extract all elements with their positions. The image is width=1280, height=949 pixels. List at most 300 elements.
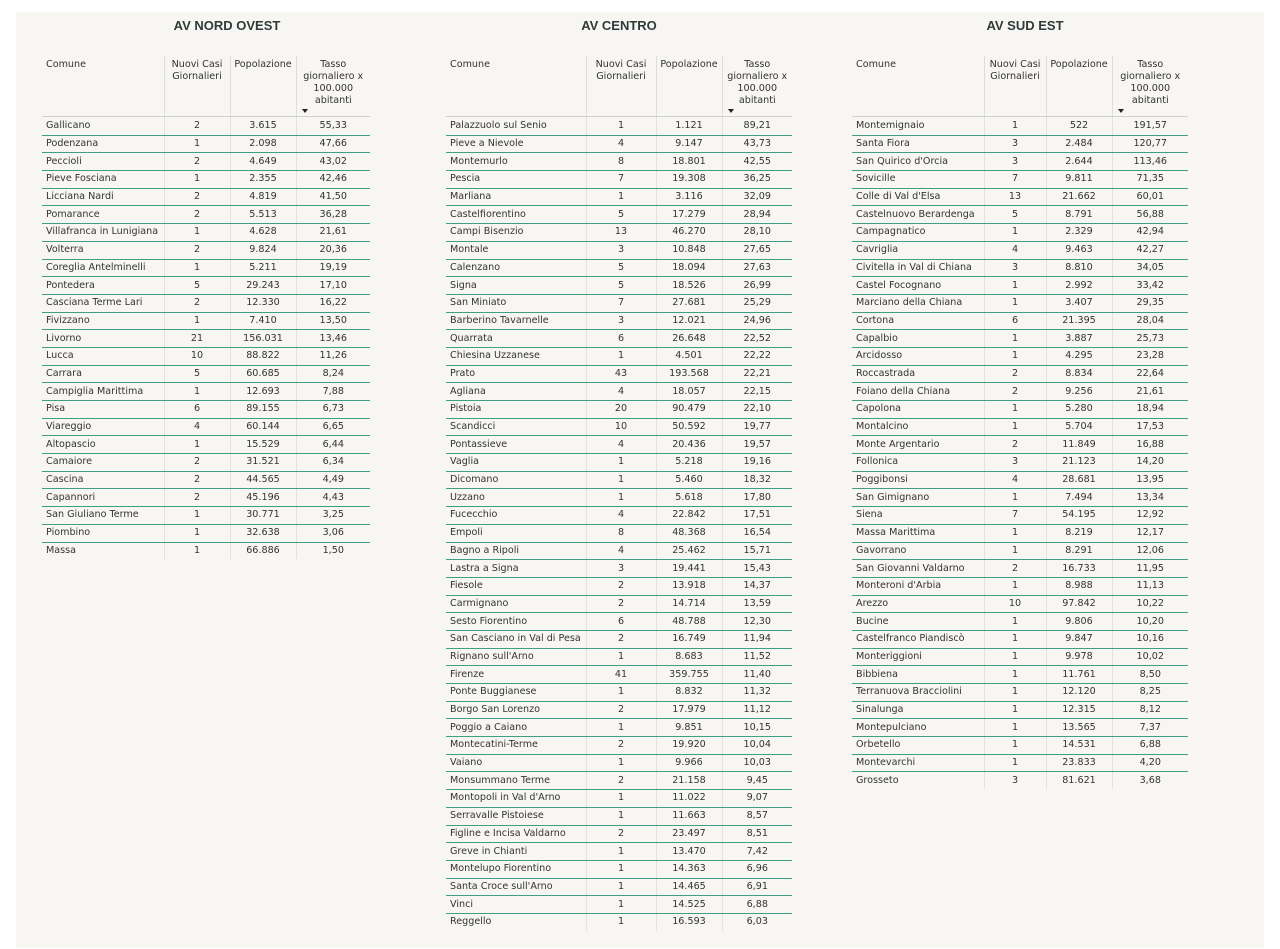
cell-popolazione: 25.462	[656, 542, 722, 560]
cell-comune: Palazzuolo sul Senio	[446, 117, 586, 136]
sort-desc-icon[interactable]	[1118, 109, 1124, 113]
header-tasso-label: Tasso giornaliero x 100.000 abitanti	[1120, 59, 1181, 106]
cell-popolazione: 46.270	[656, 224, 722, 242]
cell-popolazione: 97.842	[1046, 595, 1112, 613]
table-row[interactable]	[446, 754, 792, 772]
cell-nuovi-casi: 1	[984, 418, 1046, 436]
cell-tasso: 11,95	[1112, 560, 1188, 578]
table-row[interactable]	[852, 153, 1188, 171]
cell-nuovi-casi: 1	[586, 878, 656, 896]
cell-popolazione: 4.501	[656, 347, 722, 365]
cell-comune: Arezzo	[852, 595, 984, 613]
cell-comune: Lucca	[42, 347, 164, 365]
cell-tasso: 10,04	[722, 737, 792, 755]
table-row[interactable]	[42, 277, 370, 295]
table-row[interactable]	[852, 489, 1188, 507]
cell-comune: Sinalunga	[852, 701, 984, 719]
table-row[interactable]	[42, 454, 370, 472]
cell-comune: Roccastrada	[852, 365, 984, 383]
cell-tasso: 43,73	[722, 135, 792, 153]
cell-tasso: 18,32	[722, 471, 792, 489]
table-row[interactable]	[852, 241, 1188, 259]
cell-comune: Greve in Chianti	[446, 843, 586, 861]
cell-popolazione: 12.693	[230, 383, 296, 401]
table-row[interactable]	[852, 312, 1188, 330]
table-row[interactable]	[852, 666, 1188, 684]
cell-tasso: 19,19	[296, 259, 370, 277]
table-row[interactable]	[852, 684, 1188, 702]
cell-nuovi-casi: 6	[984, 312, 1046, 330]
cell-tasso: 6,73	[296, 401, 370, 419]
cell-tasso: 47,66	[296, 135, 370, 153]
table-row[interactable]	[852, 347, 1188, 365]
table-header-row	[42, 56, 370, 117]
table-row[interactable]	[446, 843, 792, 861]
cell-popolazione: 16.749	[656, 630, 722, 648]
cell-nuovi-casi: 7	[984, 507, 1046, 525]
table-row[interactable]	[446, 277, 792, 295]
cell-tasso: 22,10	[722, 401, 792, 419]
cell-popolazione: 9.811	[1046, 171, 1112, 189]
cell-popolazione: 21.158	[656, 772, 722, 790]
cell-tasso: 13,34	[1112, 489, 1188, 507]
table-row[interactable]	[446, 471, 792, 489]
table-row[interactable]	[852, 701, 1188, 719]
table-row[interactable]	[42, 347, 370, 365]
cell-nuovi-casi: 1	[984, 648, 1046, 666]
table-row[interactable]	[42, 153, 370, 171]
table-row[interactable]	[852, 135, 1188, 153]
table-row[interactable]	[446, 153, 792, 171]
cell-nuovi-casi: 2	[586, 577, 656, 595]
cell-comune: Castelfiorentino	[446, 206, 586, 224]
cell-comune: Viareggio	[42, 418, 164, 436]
table-row[interactable]	[446, 613, 792, 631]
table-row[interactable]	[852, 595, 1188, 613]
cell-popolazione: 9.463	[1046, 241, 1112, 259]
table-row[interactable]	[852, 171, 1188, 189]
cell-popolazione: 50.592	[656, 418, 722, 436]
cell-popolazione: 8.832	[656, 684, 722, 702]
cell-nuovi-casi: 2	[164, 471, 230, 489]
cell-nuovi-casi: 3	[984, 153, 1046, 171]
cell-nuovi-casi: 5	[586, 206, 656, 224]
header-popolazione[interactable]: Popolazione	[1046, 56, 1112, 117]
cell-tasso: 24,96	[722, 312, 792, 330]
cell-comune: Marciano della Chiana	[852, 294, 984, 312]
cell-popolazione: 12.021	[656, 312, 722, 330]
cell-popolazione: 7.410	[230, 312, 296, 330]
cell-tasso: 14,20	[1112, 454, 1188, 472]
cell-comune: Castelnuovo Berardenga	[852, 206, 984, 224]
cell-comune: Pieve Fosciana	[42, 171, 164, 189]
cell-comune: Grosseto	[856, 774, 899, 786]
table-row[interactable]	[42, 471, 370, 489]
cell-nuovi-casi: 2	[586, 701, 656, 719]
table-row[interactable]	[446, 436, 792, 454]
table-row[interactable]	[446, 135, 792, 153]
table-row[interactable]	[42, 383, 370, 401]
cell-popolazione: 8.291	[1046, 542, 1112, 560]
panel-av-sud-est	[852, 12, 1198, 789]
table-row[interactable]	[446, 577, 792, 595]
cell-tasso: 6,91	[722, 878, 792, 896]
header-tasso[interactable]	[296, 56, 370, 117]
cell-popolazione: 4.819	[230, 188, 296, 206]
cell-comune: Vaglia	[446, 454, 586, 472]
cell-tasso: 7,37	[1112, 719, 1188, 737]
table-row[interactable]	[852, 277, 1188, 295]
table-row[interactable]	[852, 772, 1188, 789]
cell-nuovi-casi: 1	[984, 719, 1046, 737]
cell-nuovi-casi: 2	[984, 436, 1046, 454]
table-row[interactable]	[42, 259, 370, 277]
table-row[interactable]	[42, 135, 370, 153]
cell-comune: Castel Focognano	[852, 277, 984, 295]
table-row[interactable]	[42, 542, 370, 559]
cell-comune: Fivizzano	[42, 312, 164, 330]
cell-nuovi-casi: 2	[984, 560, 1046, 578]
sort-desc-icon[interactable]	[302, 109, 308, 113]
cell-nuovi-casi: 5	[586, 259, 656, 277]
cell-popolazione: 5.280	[1046, 401, 1112, 419]
cell-nuovi-casi: 1	[586, 843, 656, 861]
cell-tasso: 11,32	[722, 684, 792, 702]
table-row[interactable]	[852, 436, 1188, 454]
table-row[interactable]	[446, 454, 792, 472]
cell-comune: Pisa	[42, 401, 164, 419]
table-row[interactable]	[446, 825, 792, 843]
cell-comune: Licciana Nardi	[42, 188, 164, 206]
table-row[interactable]	[446, 206, 792, 224]
cell-tasso: 36,25	[722, 171, 792, 189]
cell-nuovi-casi: 1	[164, 171, 230, 189]
cell-popolazione: 3.407	[1046, 294, 1112, 312]
cell-comune: Bucine	[852, 613, 984, 631]
table-row[interactable]	[42, 294, 370, 312]
table-row[interactable]	[852, 737, 1188, 755]
cell-popolazione: 29.243	[230, 277, 296, 295]
header-nuovi-casi[interactable]: Nuovi Casi Giornalieri	[164, 56, 230, 117]
cell-tasso: 8,51	[722, 825, 792, 843]
cell-nuovi-casi: 13	[984, 188, 1046, 206]
cell-tasso: 13,46	[296, 330, 370, 348]
cell-comune: Foiano della Chiana	[852, 383, 984, 401]
table-row[interactable]	[446, 365, 792, 383]
cell-comune: Pistoia	[446, 401, 586, 419]
cell-nuovi-casi: 1	[586, 648, 656, 666]
table-row[interactable]	[42, 507, 370, 525]
table-row[interactable]	[446, 595, 792, 613]
table-row[interactable]	[852, 542, 1188, 560]
table-row[interactable]	[446, 171, 792, 189]
table-row[interactable]	[446, 807, 792, 825]
sort-desc-icon[interactable]	[728, 109, 734, 113]
cell-nuovi-casi: 2	[586, 595, 656, 613]
table-row[interactable]	[42, 330, 370, 348]
table-row[interactable]	[42, 524, 370, 542]
cell-popolazione: 22.842	[656, 507, 722, 525]
table-row[interactable]	[446, 489, 792, 507]
table-row[interactable]	[42, 401, 370, 419]
cell-nuovi-casi: 1	[984, 666, 1046, 684]
panel-av-centro	[446, 12, 792, 931]
table-row[interactable]	[42, 489, 370, 507]
cell-tasso: 25,29	[722, 294, 792, 312]
cell-popolazione: 48.368	[656, 524, 722, 542]
table-row[interactable]	[446, 860, 792, 878]
cell-tasso: 13,50	[296, 312, 370, 330]
cell-comune: Siena	[852, 507, 984, 525]
cell-tasso: 17,53	[1112, 418, 1188, 436]
cell-comune: Montemurlo	[446, 153, 586, 171]
cell-comune: Camaiore	[42, 454, 164, 472]
cell-comune: Campi Bisenzio	[446, 224, 586, 242]
table-row[interactable]	[42, 224, 370, 242]
cell-popolazione: 12.330	[230, 294, 296, 312]
cell-nuovi-casi: 1	[984, 489, 1046, 507]
table-row[interactable]	[852, 418, 1188, 436]
table-row[interactable]	[446, 719, 792, 737]
cell-popolazione: 17.279	[656, 206, 722, 224]
header-popolazione[interactable]: Popolazione	[230, 56, 296, 117]
header-comune[interactable]: Comune	[852, 56, 984, 117]
table-row[interactable]	[852, 383, 1188, 401]
cell-tasso: 22,64	[1112, 365, 1188, 383]
table-row[interactable]	[42, 418, 370, 436]
cell-comune: Carrara	[42, 365, 164, 383]
table-row[interactable]	[446, 913, 792, 930]
table-row[interactable]	[446, 347, 792, 365]
table-row[interactable]	[446, 418, 792, 436]
cell-comune: Pescia	[446, 171, 586, 189]
header-tasso[interactable]	[1112, 56, 1188, 117]
table-row[interactable]	[446, 737, 792, 755]
cell-popolazione: 13.918	[656, 577, 722, 595]
cell-comune: San Quirico d'Orcia	[852, 153, 984, 171]
table-row[interactable]	[852, 294, 1188, 312]
table-row[interactable]	[852, 188, 1188, 206]
cell-nuovi-casi: 5	[586, 277, 656, 295]
cell-popolazione: 5.211	[230, 259, 296, 277]
cell-popolazione: 16.733	[1046, 560, 1112, 578]
table-row[interactable]	[42, 117, 370, 136]
table-row[interactable]	[852, 507, 1188, 525]
table-row[interactable]	[42, 206, 370, 224]
table-row[interactable]	[42, 188, 370, 206]
cell-tasso: 60,01	[1112, 188, 1188, 206]
cell-popolazione: 14.363	[656, 860, 722, 878]
cell-popolazione: 14.465	[656, 878, 722, 896]
table-row[interactable]	[852, 365, 1188, 383]
table-row[interactable]	[852, 577, 1188, 595]
cell-tasso: 25,73	[1112, 330, 1188, 348]
cell-tasso: 27,65	[722, 241, 792, 259]
cell-comune: Cavriglia	[852, 241, 984, 259]
cell-nuovi-casi: 1	[586, 860, 656, 878]
cell-comune: Ponte Buggianese	[446, 684, 586, 702]
cell-comune: Borgo San Lorenzo	[446, 701, 586, 719]
cell-nuovi-casi: 1	[164, 436, 230, 454]
cell-comune: Bibbiena	[852, 666, 984, 684]
cell-nuovi-casi: 3	[586, 241, 656, 259]
cell-nuovi-casi: 5	[164, 365, 230, 383]
cell-popolazione: 2.992	[1046, 277, 1112, 295]
cell-tasso: 8,12	[1112, 701, 1188, 719]
table-row[interactable]	[446, 630, 792, 648]
cell-comune: Sovicille	[852, 171, 984, 189]
cell-tasso: 11,12	[722, 701, 792, 719]
table-row[interactable]	[446, 294, 792, 312]
cell-popolazione: 31.521	[230, 454, 296, 472]
cell-nuovi-casi: 2	[164, 294, 230, 312]
cell-nuovi-casi: 3	[984, 135, 1046, 153]
table-row[interactable]	[446, 701, 792, 719]
table-row[interactable]	[852, 524, 1188, 542]
header-comune[interactable]: Comune	[446, 56, 586, 117]
table-row[interactable]	[446, 259, 792, 277]
cell-tasso: 23,28	[1112, 347, 1188, 365]
cell-popolazione: 11.663	[656, 807, 722, 825]
cell-tasso: 27,63	[722, 259, 792, 277]
cell-popolazione: 7.494	[1046, 489, 1112, 507]
header-popolazione[interactable]: Popolazione	[656, 56, 722, 117]
cell-popolazione: 4.295	[1046, 347, 1112, 365]
cell-comune: Terranuova Bracciolini	[852, 684, 984, 702]
table-row[interactable]	[852, 471, 1188, 489]
table-row[interactable]	[446, 188, 792, 206]
cell-popolazione: 4.649	[230, 153, 296, 171]
cell-comune: Barberino Tavarnelle	[446, 312, 586, 330]
cell-popolazione: 18.801	[656, 153, 722, 171]
cell-tasso: 22,21	[722, 365, 792, 383]
cell-popolazione: 9.256	[1046, 383, 1112, 401]
cell-nuovi-casi: 4	[586, 542, 656, 560]
cell-popolazione: 3.615	[230, 117, 296, 136]
table-row[interactable]	[852, 259, 1188, 277]
table-row[interactable]	[446, 666, 792, 684]
cell-tasso: 8,25	[1112, 684, 1188, 702]
cell-nuovi-casi: 6	[164, 401, 230, 419]
cell-nuovi-casi: 3	[586, 312, 656, 330]
cell-nuovi-casi: 4	[586, 383, 656, 401]
cell-popolazione: 8.834	[1046, 365, 1112, 383]
table-row[interactable]	[446, 224, 792, 242]
table-row[interactable]	[42, 365, 370, 383]
table-row[interactable]	[446, 684, 792, 702]
table-row[interactable]	[42, 241, 370, 259]
table-row[interactable]	[446, 560, 792, 578]
cell-nuovi-casi: 7	[586, 294, 656, 312]
table-row[interactable]	[446, 507, 792, 525]
cell-tasso: 55,33	[296, 117, 370, 136]
cell-comune: Montopoli in Val d'Arno	[446, 790, 586, 808]
cell-comune: Peccioli	[42, 153, 164, 171]
table-row[interactable]	[446, 772, 792, 790]
cell-popolazione: 8.791	[1046, 206, 1112, 224]
cell-popolazione: 60.144	[230, 418, 296, 436]
cell-tasso: 20,36	[296, 241, 370, 259]
cell-comune: San Giovanni Valdarno	[852, 560, 984, 578]
cell-comune: Carmignano	[446, 595, 586, 613]
cell-tasso: 10,02	[1112, 648, 1188, 666]
cases-table	[42, 56, 370, 559]
header-comune[interactable]: Comune	[42, 56, 164, 117]
cell-nuovi-casi: 8	[586, 153, 656, 171]
table-row[interactable]	[852, 648, 1188, 666]
header-nuovi-casi[interactable]: Nuovi Casi Giornalieri	[586, 56, 656, 117]
cell-nuovi-casi: 1	[984, 524, 1046, 542]
cell-comune: Poggio a Caiano	[446, 719, 586, 737]
table-row[interactable]	[446, 383, 792, 401]
table-row[interactable]	[446, 312, 792, 330]
table-row[interactable]	[446, 330, 792, 348]
cell-nuovi-casi: 1	[586, 807, 656, 825]
table-row[interactable]	[42, 436, 370, 454]
cell-nuovi-casi: 1	[586, 896, 656, 914]
table-row[interactable]	[852, 224, 1188, 242]
table-row[interactable]	[852, 117, 1188, 136]
cell-popolazione: 60.685	[230, 365, 296, 383]
table-row[interactable]	[446, 524, 792, 542]
cell-comune: Altopascio	[42, 436, 164, 454]
cell-popolazione: 9.824	[230, 241, 296, 259]
panel-av-nord-ovest	[42, 12, 412, 559]
table-row[interactable]	[446, 117, 792, 136]
cell-nuovi-casi: 1	[984, 347, 1046, 365]
cell-popolazione: 14.714	[656, 595, 722, 613]
cell-popolazione: 54.195	[1046, 507, 1112, 525]
table-row[interactable]	[446, 241, 792, 259]
cell-comune: Capalbio	[852, 330, 984, 348]
cell-popolazione: 21.395	[1046, 312, 1112, 330]
cell-comune: Monte Argentario	[852, 436, 984, 454]
table-row[interactable]	[852, 560, 1188, 578]
table-row[interactable]	[852, 401, 1188, 419]
cell-nuovi-casi: 1	[984, 754, 1046, 772]
table-row[interactable]	[446, 648, 792, 666]
table-row[interactable]	[42, 171, 370, 189]
cell-popolazione: 13.565	[1046, 719, 1112, 737]
cell-comune: Rignano sull'Arno	[446, 648, 586, 666]
table-row[interactable]	[852, 719, 1188, 737]
cell-nuovi-casi: 1	[164, 259, 230, 277]
header-nuovi-casi[interactable]: Nuovi Casi Giornalieri	[984, 56, 1046, 117]
cell-nuovi-casi: 7	[984, 171, 1046, 189]
table-row[interactable]	[446, 896, 792, 914]
cell-comune: Montepulciano	[852, 719, 984, 737]
table-row[interactable]	[446, 790, 792, 808]
table-row[interactable]	[42, 312, 370, 330]
cell-nuovi-casi: 1	[164, 224, 230, 242]
table-row[interactable]	[446, 878, 792, 896]
table-row[interactable]	[852, 613, 1188, 631]
cell-nuovi-casi: 1	[984, 737, 1046, 755]
table-row[interactable]	[852, 330, 1188, 348]
cell-nuovi-casi: 43	[586, 365, 656, 383]
cell-tasso: 11,94	[722, 630, 792, 648]
cell-nuovi-casi: 2	[164, 454, 230, 472]
table-row[interactable]	[852, 454, 1188, 472]
table-row[interactable]	[446, 401, 792, 419]
header-tasso[interactable]	[722, 56, 792, 117]
table-row[interactable]	[852, 630, 1188, 648]
table-row[interactable]	[446, 542, 792, 560]
table-row[interactable]	[852, 206, 1188, 224]
cell-tasso: 22,52	[722, 330, 792, 348]
table-row[interactable]	[852, 754, 1188, 772]
cell-comune: Reggello	[450, 916, 492, 928]
